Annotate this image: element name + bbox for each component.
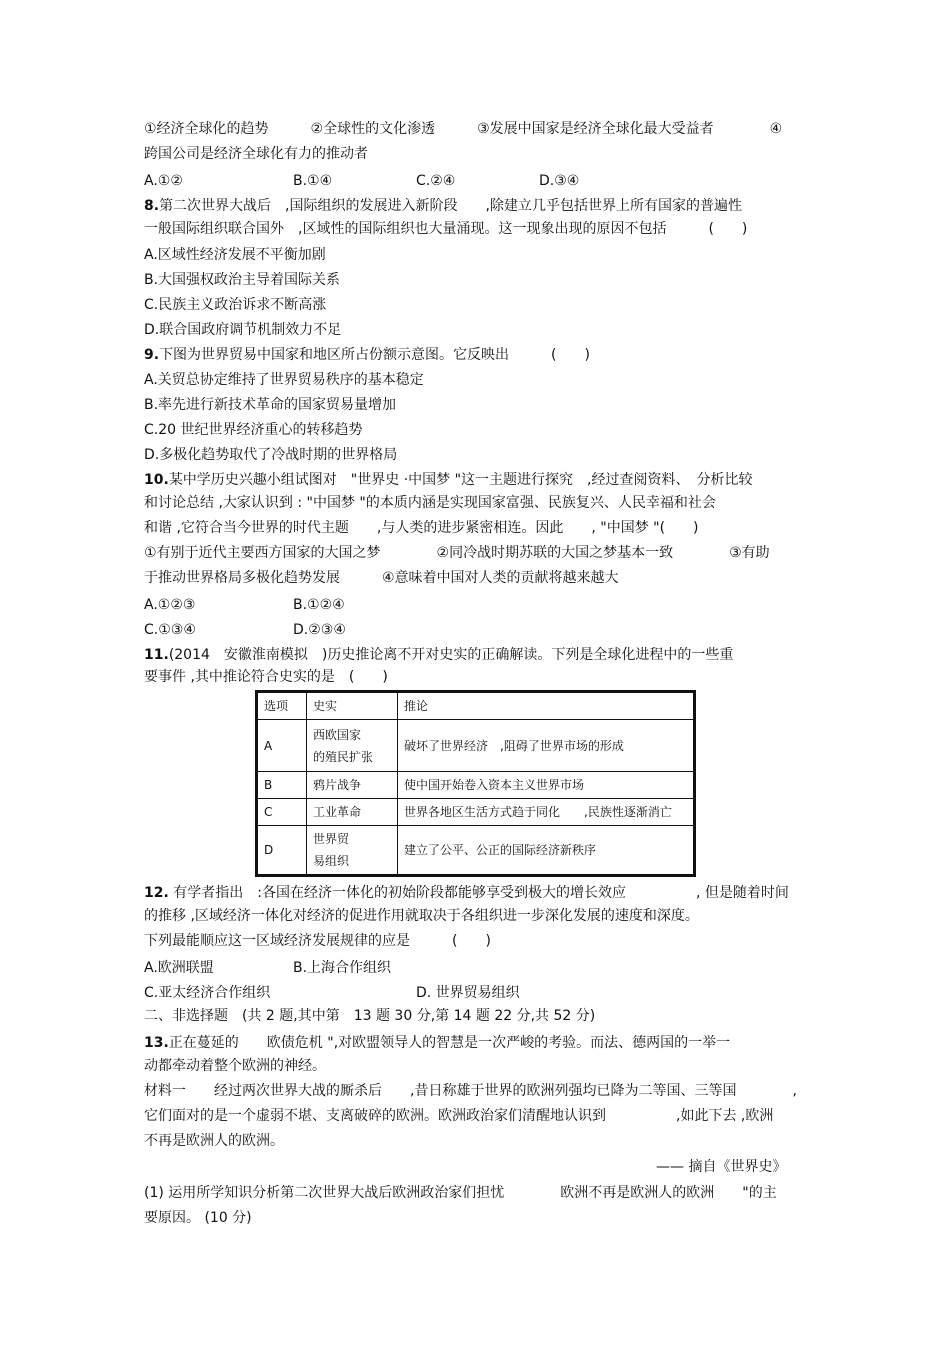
- table-row: [257, 799, 695, 826]
- q7-option-c: C.②④: [416, 173, 456, 189]
- q9-stem: [144, 346, 590, 364]
- fact-line2: 易组织: [313, 854, 350, 868]
- table-cell-fact: 工业革命: [307, 799, 398, 826]
- q12-number: 12.: [144, 885, 169, 901]
- q11-number: 11.: [144, 647, 169, 663]
- q10-number: 10.: [144, 472, 169, 488]
- q10-option-a: A.①②③: [144, 597, 196, 613]
- q8-option-a: A.区域性经济发展不平衡加剧: [144, 247, 326, 263]
- q13-stem-line1: [144, 1034, 730, 1052]
- q12-option-a: A.欧洲联盟: [144, 960, 214, 976]
- table-cell-option: C: [257, 799, 307, 826]
- table-cell-option: A: [257, 720, 307, 772]
- q13-text: 正在蔓延的 欧债危机 ",对欧盟领导人的智慧是一次严峻的考验。而法、德两国的一举一: [168, 1035, 731, 1051]
- q8-number: 8.: [144, 198, 160, 214]
- table-cell-inference: 破坏了世界经济 ,阻碍了世界市场的形成: [398, 720, 695, 772]
- q9-number: 9.: [144, 347, 160, 363]
- q7-items-line1: ①经济全球化的趋势 ②全球性的文化渗透 ③发展中国家是经济全球化最大受益者 ④: [144, 121, 783, 137]
- table-cell-fact: 鸦片战争: [307, 772, 398, 799]
- q10-option-b: B.①②④: [293, 597, 345, 613]
- q7-option-b: B.①④: [293, 173, 333, 189]
- section-heading: 二、非选择题 (共 2 题,其中第 13 题 30 分,第 14 题 22 分,共 52 分): [144, 1008, 596, 1024]
- q10-items-line1: ①有别于近代主要西方国家的大国之梦 ②同冷战时期苏联的大国之梦基本一致 ③有助: [144, 545, 770, 561]
- table-row: [257, 720, 695, 772]
- table-cell-fact: [307, 826, 398, 876]
- q12-option-b: B.上海合作组织: [293, 960, 392, 976]
- table-header-inference: 推论: [398, 692, 695, 720]
- fact-line1: 世界贸: [313, 832, 350, 846]
- q8-stem-line1: [144, 197, 742, 215]
- q11-stem-line1: [144, 646, 733, 664]
- q10-option-d: D.②③④: [293, 622, 346, 638]
- q8-option-d: D.联合国政府调节机制效力不足: [144, 322, 342, 338]
- history-table: [255, 690, 696, 877]
- q10-stem-line3: 和谐 ,它符合当今世界的时代主题 ,与人类的进步紧密相连。因此 , "中国梦 "( ): [144, 520, 699, 536]
- q8-text: 第二次世界大战后 ,国际组织的发展进入新阶段 ,除建立几乎包括世界上所有国家的普遍性: [159, 198, 742, 214]
- table-header-option: 选项: [257, 692, 307, 720]
- q10-stem-line1: [144, 471, 753, 489]
- table-row: [257, 772, 695, 799]
- q13-material-line2: 它们面对的是一个虚弱不堪、支离破碎的欧洲。欧洲政治家们清醒地认识到 ,如此下去 ,欧洲: [144, 1108, 774, 1124]
- q7-option-a: A.①②: [144, 173, 183, 189]
- table-header-row: [257, 692, 695, 720]
- table-cell-option: B: [257, 772, 307, 799]
- q7-option-d: D.③④: [539, 173, 580, 189]
- q10-items-line2: 于推动世界格局多极化趋势发展 ④意味着中国对人类的贡献将越来越大: [144, 570, 619, 586]
- q12-option-d: D. 世界贸易组织: [416, 985, 520, 1001]
- q9-option-d: D.多极化趋势取代了冷战时期的世界格局: [144, 447, 398, 463]
- q9-option-b: B.率先进行新技术革命的国家贸易量增加: [144, 397, 397, 413]
- q8-option-b: B.大国强权政治主导着国际关系: [144, 272, 341, 288]
- table-cell-inference: 建立了公平、公正的国际经济新秩序: [398, 826, 695, 876]
- q13-material-line3: 不再是欧洲人的欧洲。: [144, 1133, 284, 1149]
- q9-option-c: C.20 世纪世界经济重心的转移趋势: [144, 422, 363, 438]
- table-cell-inference: 使中国开始卷入资本主义世界市场: [398, 772, 695, 799]
- q10-option-c: C.①③④: [144, 622, 196, 638]
- table-cell-fact: [307, 720, 398, 772]
- q13-source: —— 摘自《世界史》: [656, 1159, 787, 1175]
- q8-option-c: C.民族主义政治诉求不断高涨: [144, 297, 327, 313]
- fact-line2: 的殖民扩张: [313, 749, 374, 764]
- q9-option-a: A.关贸总协定维持了世界贸易秩序的基本稳定: [144, 372, 424, 388]
- q9-text: 下图为世界贸易中国家和地区所占份额示意图。它反映出 ( ): [159, 347, 590, 363]
- table-header-fact: 史实: [307, 692, 398, 720]
- table-row: [257, 826, 695, 876]
- fact-line1: 西欧国家: [313, 727, 362, 742]
- q12-stem-line3: 下列最能顺应这一区域经济发展规律的应是 ( ): [144, 933, 491, 949]
- q12-text: 有学者指出 :各国在经济一体化的初始阶段都能够享受到极大的增长效应 , 但是随着时间: [168, 885, 789, 901]
- q13-stem-line2: 动都牵动着整个欧洲的神经。: [144, 1058, 326, 1074]
- q12-stem-line1: [144, 884, 789, 902]
- q7-items-line2: 跨国公司是经济全球化有力的推动者: [144, 146, 368, 162]
- table-cell-inference: 世界各地区生活方式趋于同化 ,民族性逐渐消亡: [398, 799, 695, 826]
- q11-stem-line2: 要事件 ,其中推论符合史实的是 ( ): [144, 669, 388, 685]
- q13-sub1-line1: (1) 运用所学知识分析第二次世界大战后欧洲政治家们担忧 欧洲不再是欧洲人的欧洲 "的主: [144, 1185, 777, 1201]
- q11-text: (2014 安徽淮南模拟 )历史推论离不开对史实的正确解读。下列是全球化进程中的一些重: [168, 647, 734, 663]
- table-cell-option: D: [257, 826, 307, 876]
- q10-text: 某中学历史兴趣小组试图对 "世界史 ·中国梦 "这一主题进行探究 ,经过查阅资料、 分析比较: [168, 472, 753, 488]
- q13-number: 13.: [144, 1035, 169, 1051]
- q13-material-line1: 材料一 经过两次世界大战的厮杀后 ,昔日称雄于世界的欧洲列强均已降为二等国、三等国 ,: [144, 1083, 797, 1099]
- q8-stem-line2: 一般国际组织联合国外 ,区域性的国际组织也大量涌现。这一现象出现的原因不包括 ( ): [144, 221, 748, 237]
- q10-stem-line2: 和讨论总结 ,大家认识到 : "中国梦 "的本质内涵是实现国家富强、民族复兴、人民幸福和社会: [144, 495, 716, 511]
- q12-stem-line2: 的推移 ,区域经济一体化对经济的促进作用就取决于各组织进一步深化发展的速度和深度。: [144, 908, 699, 924]
- q12-option-c: C.亚太经济合作组织: [144, 985, 271, 1001]
- q13-sub1-line2: 要原因。 (10 分): [144, 1210, 252, 1226]
